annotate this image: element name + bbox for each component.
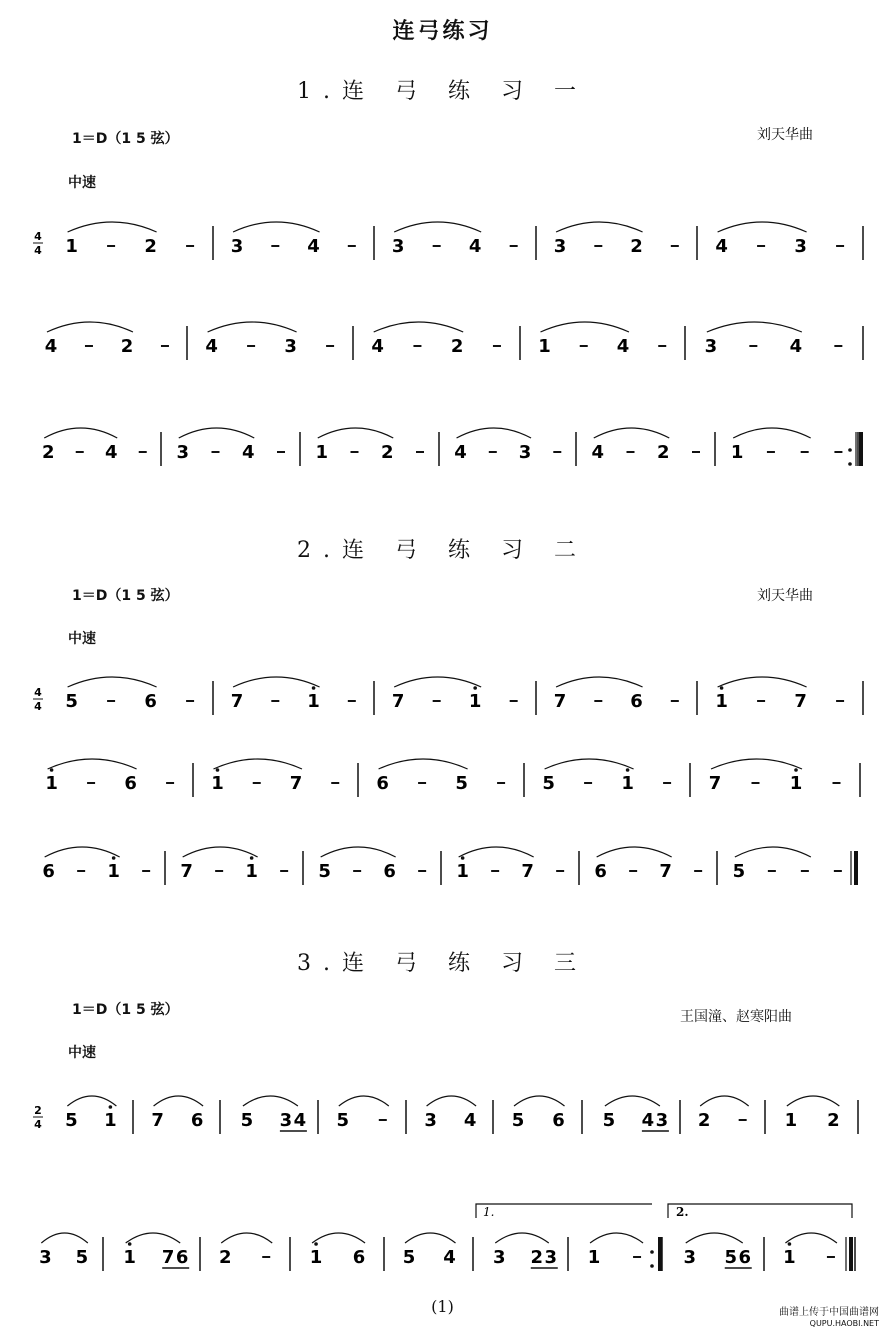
slur-arc [179,428,255,438]
high-octave-dot [250,856,254,860]
note: 3 [230,236,244,257]
note: 7 [289,773,303,794]
section-2-composer: 刘天华曲 [757,588,813,604]
high-octave-dot [112,856,116,860]
slur-arc [339,1096,389,1106]
svg-text:4: 4 [34,244,42,257]
slur-arc [318,428,394,438]
note: 7 [180,861,193,882]
note: 6 [383,861,396,882]
note: 2 [144,236,157,257]
note-high-1: 1 [45,773,58,794]
note: 5 [724,1247,738,1268]
high-octave-dot [216,768,220,772]
note: 4 [371,336,384,357]
slur-arc [154,1096,204,1106]
note: 5 [240,1110,254,1131]
note: 2 [450,336,464,357]
note: 5 [455,773,468,794]
note: 4 [789,336,803,357]
note: 1 [538,336,551,357]
note: 5 [65,1110,78,1131]
time-signature-2 [33,686,43,713]
note: 5 [75,1247,89,1268]
section-1-composer: 刘天华曲 [757,127,813,143]
volta-2-label: 2. [676,1205,689,1219]
note: 1 [587,1247,601,1268]
note: 2 [120,336,134,357]
note: 2 [827,1110,840,1131]
note: 4 [443,1247,456,1268]
note: 1 [784,1110,798,1131]
note: 7 [659,861,672,882]
slur-arc [556,222,643,232]
note-high-1: 1 [456,861,469,882]
slur-arc [545,759,634,769]
slur-arc [44,428,117,438]
note: 4 [591,442,605,463]
note: 6 [42,861,55,882]
svg-text:4: 4 [34,700,42,713]
volta-2-bracket [668,1204,852,1218]
note: 3 [683,1247,697,1268]
slur-arc [213,759,301,769]
svg-text:4: 4 [34,230,42,243]
note: 4 [468,236,482,257]
slur-arc [68,222,157,232]
svg-text:4: 4 [34,1118,42,1131]
slur-arc [68,677,157,687]
slur-arc [47,322,133,332]
slur-arc [700,1096,749,1106]
note-high-1: 1 [245,861,258,882]
slur-arc [718,222,807,232]
high-octave-dot [50,768,54,772]
note: 4 [205,336,218,357]
note: 6 [630,691,643,712]
note: 5 [336,1110,350,1131]
section-2-key: 1＝D（1 5 弦） [72,588,179,604]
note: 5 [402,1247,416,1268]
section-3-tempo: 中速 [68,1045,96,1061]
slur-arc [243,1096,298,1106]
slur-arc [733,428,811,438]
time-signature-3 [33,1104,43,1131]
slur-arc [711,759,802,769]
note: 6 [352,1247,366,1268]
high-octave-dot [473,686,477,690]
slur-arc [45,847,120,857]
note-high-1: 1 [789,773,803,794]
slur-arc [556,677,643,687]
slur-arc [405,1233,456,1243]
slur-arc [41,1233,88,1243]
note: 4 [104,442,118,463]
slur-arc [686,1233,743,1243]
slur-arc [183,847,258,857]
slur-arc [321,847,396,857]
section-3-composer: 王国潼、赵寒阳曲 [680,1009,792,1025]
note: 4 [44,336,58,357]
note: 7 [708,773,722,794]
repeat-dot [848,448,852,452]
note-high-1: 1 [621,773,634,794]
slur-arc [787,1096,840,1106]
note: 1 [65,236,78,257]
note-high-1: 1 [211,773,224,794]
note: 7 [151,1110,164,1131]
time-signature-1 [33,230,43,257]
note: 4 [454,442,467,463]
note-high-1: 1 [107,861,120,882]
note: 6 [175,1247,189,1268]
slur-arc [208,322,297,332]
high-octave-dot [109,1105,113,1109]
note: 3 [704,336,718,357]
slur-arc [312,1233,365,1243]
note: 7 [161,1247,175,1268]
svg-text:4: 4 [34,686,42,699]
note: 7 [794,691,807,712]
note: 3 [424,1110,437,1131]
note: 3 [279,1110,293,1131]
note: 6 [738,1247,752,1268]
note: 7 [553,691,567,712]
slur-arc [495,1233,549,1243]
note: 7 [521,861,534,882]
slur-arc [735,847,811,857]
section-1-key: 1＝D（1 5 弦） [72,131,179,147]
note: 7 [391,691,405,712]
note: 5 [65,691,78,712]
repeat-dot [848,462,852,466]
slur-arc [221,1233,272,1243]
note: 6 [124,773,137,794]
high-octave-dot [461,856,465,860]
note: 4 [616,336,630,357]
svg-text:2: 2 [34,1104,42,1117]
slur-arc [718,677,807,687]
note: 2 [218,1247,232,1268]
slur-arc [374,322,464,332]
slur-arc [707,322,802,332]
note: 2 [697,1110,711,1131]
note: 5 [732,861,746,882]
slur-arc [590,1233,643,1243]
note: 2 [630,236,643,257]
note-high-1: 1 [783,1247,796,1268]
note: 6 [376,773,389,794]
slur-arc [540,322,629,332]
high-octave-dot [788,1242,792,1246]
volta-1-bracket [476,1204,652,1218]
slur-arc [394,677,481,687]
slur-arc [785,1233,837,1243]
slur-arc [597,847,672,857]
note: 4 [241,442,255,463]
note: 5 [511,1110,525,1131]
watermark: 曲谱上传于中国曲谱网 QUPU.HAOBI.NET [779,1307,879,1328]
section-3-key: 1＝D（1 5 弦） [72,1002,179,1018]
note-high-1: 1 [104,1110,117,1131]
note: 2 [530,1247,544,1268]
note: 2 [656,442,670,463]
slur-arc [126,1233,181,1243]
note: 2 [41,442,55,463]
repeat-dot [650,1264,654,1268]
note-high-1: 1 [309,1247,323,1268]
note-high-1: 1 [307,691,320,712]
high-octave-dot [312,686,316,690]
note: 6 [144,691,157,712]
note: 3 [655,1110,669,1131]
slur-arc [514,1096,565,1106]
slur-arc [233,677,320,687]
note: 5 [542,773,555,794]
note: 7 [230,691,244,712]
note: 4 [307,236,320,257]
section-2-tempo: 中速 [68,631,96,647]
note: 3 [544,1247,558,1268]
slur-arc [394,222,481,232]
repeat-dot [650,1250,654,1254]
high-octave-dot [314,1242,318,1246]
note-high-1: 1 [715,691,728,712]
note: 1 [315,442,329,463]
high-octave-dot [626,768,630,772]
slur-arc [594,428,670,438]
note: 3 [518,442,532,463]
note: 4 [641,1110,655,1131]
note: 4 [293,1110,307,1131]
note: 6 [190,1110,204,1131]
note: 3 [794,236,807,257]
section-1-title: 1.连 弓 练 习 一 [297,79,588,104]
note: 3 [176,442,190,463]
slur-arc [233,222,320,232]
high-octave-dot [128,1242,132,1246]
note: 2 [380,442,394,463]
slur-arc [379,759,468,769]
note: 5 [318,861,331,882]
slur-arc [457,428,531,438]
volta-1-label: 1. [483,1205,495,1219]
note: 4 [715,236,728,257]
slur-arc [67,1096,116,1106]
note: 3 [284,336,297,357]
note-high-1: 1 [468,691,482,712]
note: 3 [553,236,567,257]
high-octave-dot [794,768,798,772]
note: 3 [493,1247,506,1268]
note: 3 [39,1247,52,1268]
note: 6 [594,861,607,882]
slur-arc [48,759,137,769]
note: 6 [552,1110,565,1131]
section-2-title: 2.连 弓 练 习 二 [297,538,588,563]
note: 3 [391,236,405,257]
slur-arc [605,1096,660,1106]
section-3-title: 3.连 弓 练 习 三 [297,951,588,976]
slur-arc [427,1096,477,1106]
page-title: 连弓练习 [392,19,493,44]
note: 5 [602,1110,616,1131]
note: 1 [730,442,744,463]
slur-arc [459,847,534,857]
section-1-tempo: 中速 [68,175,96,191]
note: 4 [463,1110,477,1131]
high-octave-dot [720,686,724,690]
note-high-1: 1 [123,1247,136,1268]
page-number: (1) [431,1297,454,1316]
